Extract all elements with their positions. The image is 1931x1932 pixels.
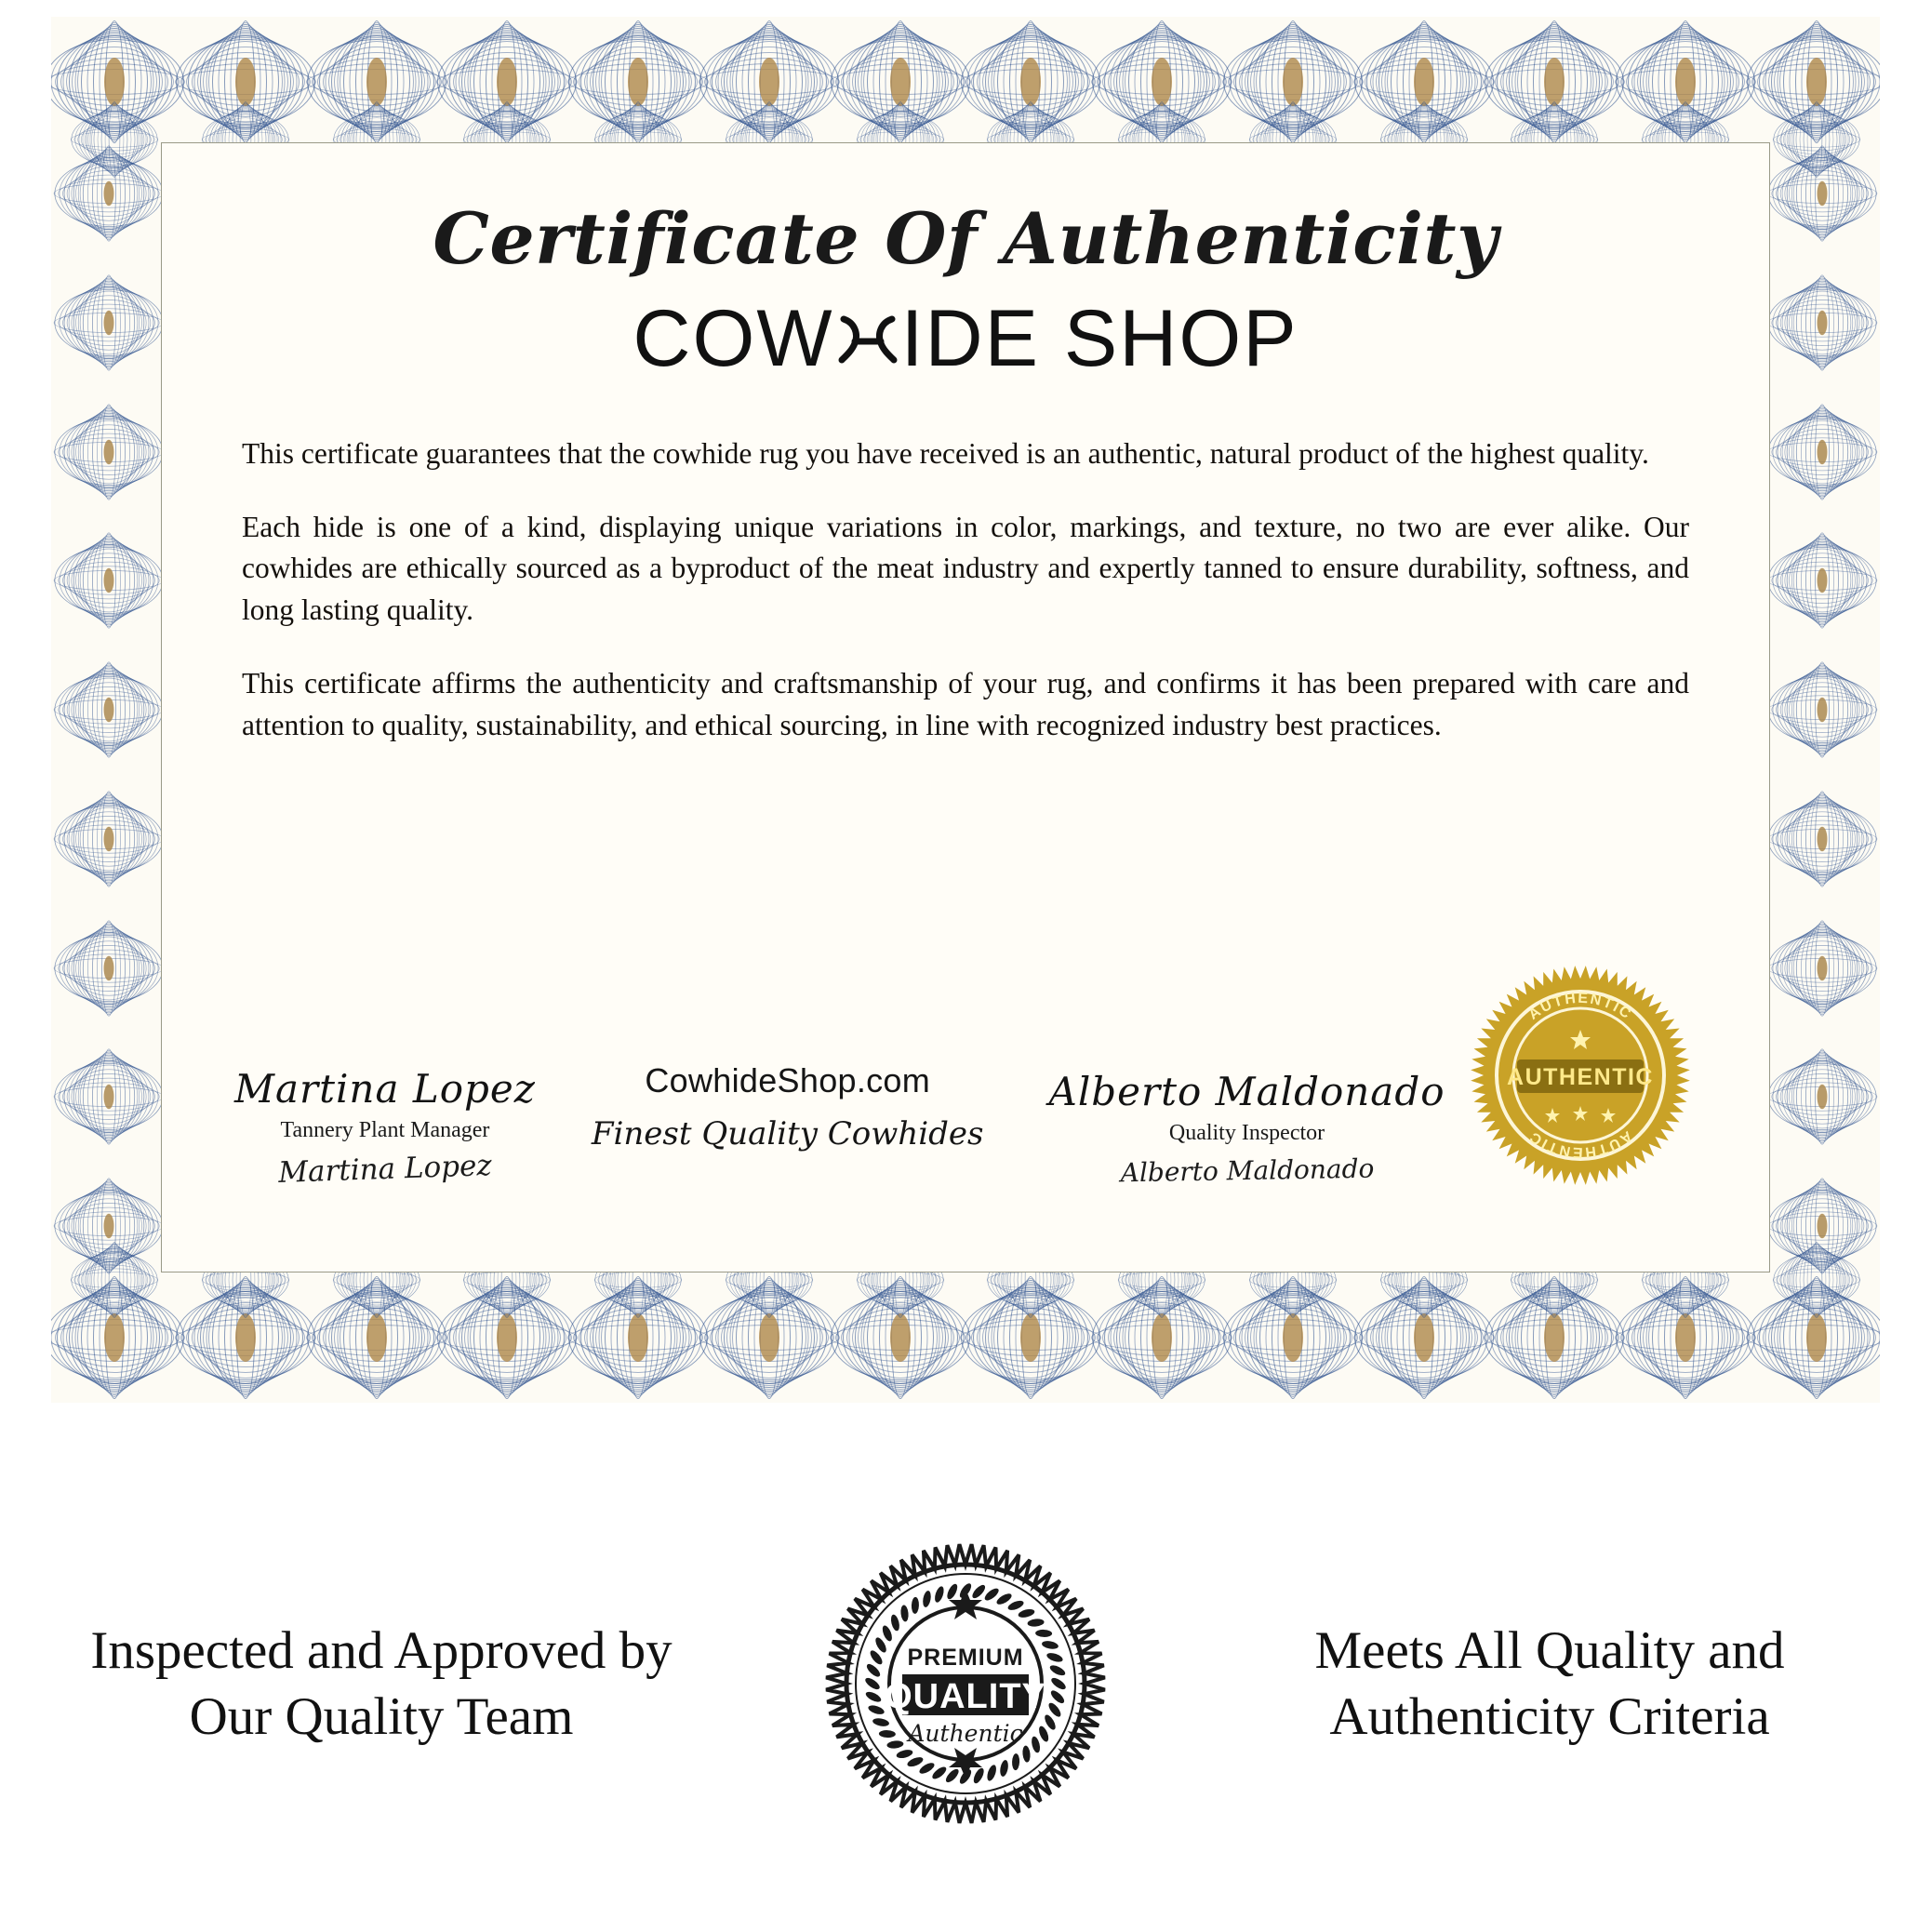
signature-name: Alberto Maldonado <box>1048 1068 1445 1114</box>
certificate-body <box>242 433 1689 746</box>
body-paragraph-1: This certificate guarantees that the cowhide rug you have received is an authentic, natural product of the highest quality. <box>242 437 1649 470</box>
body-paragraph-2: Each hide is one of a kind, displaying unique variations in color, markings, and texture, no two are ever alike. Our cowhides are ethically sourced as a byproduct of the meat industry and expertly tanned to ensure durability, softness, and long lasting quality. <box>242 510 1689 627</box>
website-block <box>592 1061 984 1153</box>
premium-seal-line3: Authentic <box>908 1720 1023 1747</box>
page-title: Certificate Of Authenticity <box>433 197 1498 280</box>
signature-block-quality-inspector <box>1048 1068 1445 1189</box>
svg-text:AUTHENTIC: AUTHENTIC <box>1525 990 1635 1023</box>
premium-quality-seal-icon <box>817 1535 1114 1832</box>
authentic-gold-seal-icon <box>1464 959 1697 1192</box>
signature-role: Tannery Plant Manager <box>280 1118 490 1142</box>
signature-role: Quality Inspector <box>1168 1121 1325 1145</box>
certificate-inner-panel <box>161 142 1770 1272</box>
certificate-document <box>51 17 1880 1403</box>
handwritten-signature: Martina Lopez <box>277 1149 493 1190</box>
bottom-banner <box>0 1451 1931 1916</box>
body-paragraph-3: This certificate affirms the authenticity and craftsmanship of your rug, and confirms it has been prepared with care and attention to quality, sustainability, and ethical sourcing, in line with recognized industry best practices. <box>242 666 1689 741</box>
meets-criteria-text: Meets All Quality and Authenticity Criteria <box>1314 1620 1785 1746</box>
signature-name: Martina Lopez <box>234 1065 536 1112</box>
premium-seal-line1: PREMIUM <box>907 1645 1024 1671</box>
cowhide-h-mark-icon <box>834 306 901 373</box>
brand-text-left: COW <box>633 294 834 383</box>
gold-seal-center-text: AUTHENTIC <box>1507 1064 1654 1090</box>
website-url[interactable]: CowhideShop.com <box>645 1061 931 1099</box>
handwritten-signature: Alberto Maldonado <box>1119 1153 1375 1189</box>
signature-block-tannery-manager <box>234 1065 536 1190</box>
premium-seal-line2: QUALITY <box>885 1677 1046 1716</box>
inspected-approved-text: Inspected and Approved by Our Quality Team <box>90 1620 673 1746</box>
svg-text:AUTHENTIC: AUTHENTIC <box>1525 1127 1635 1161</box>
website-tagline: Finest Quality Cowhides <box>591 1115 984 1153</box>
brand-text-right: IDE SHOP <box>900 294 1298 383</box>
signature-row <box>162 959 1769 1190</box>
brand-logo <box>162 293 1769 385</box>
